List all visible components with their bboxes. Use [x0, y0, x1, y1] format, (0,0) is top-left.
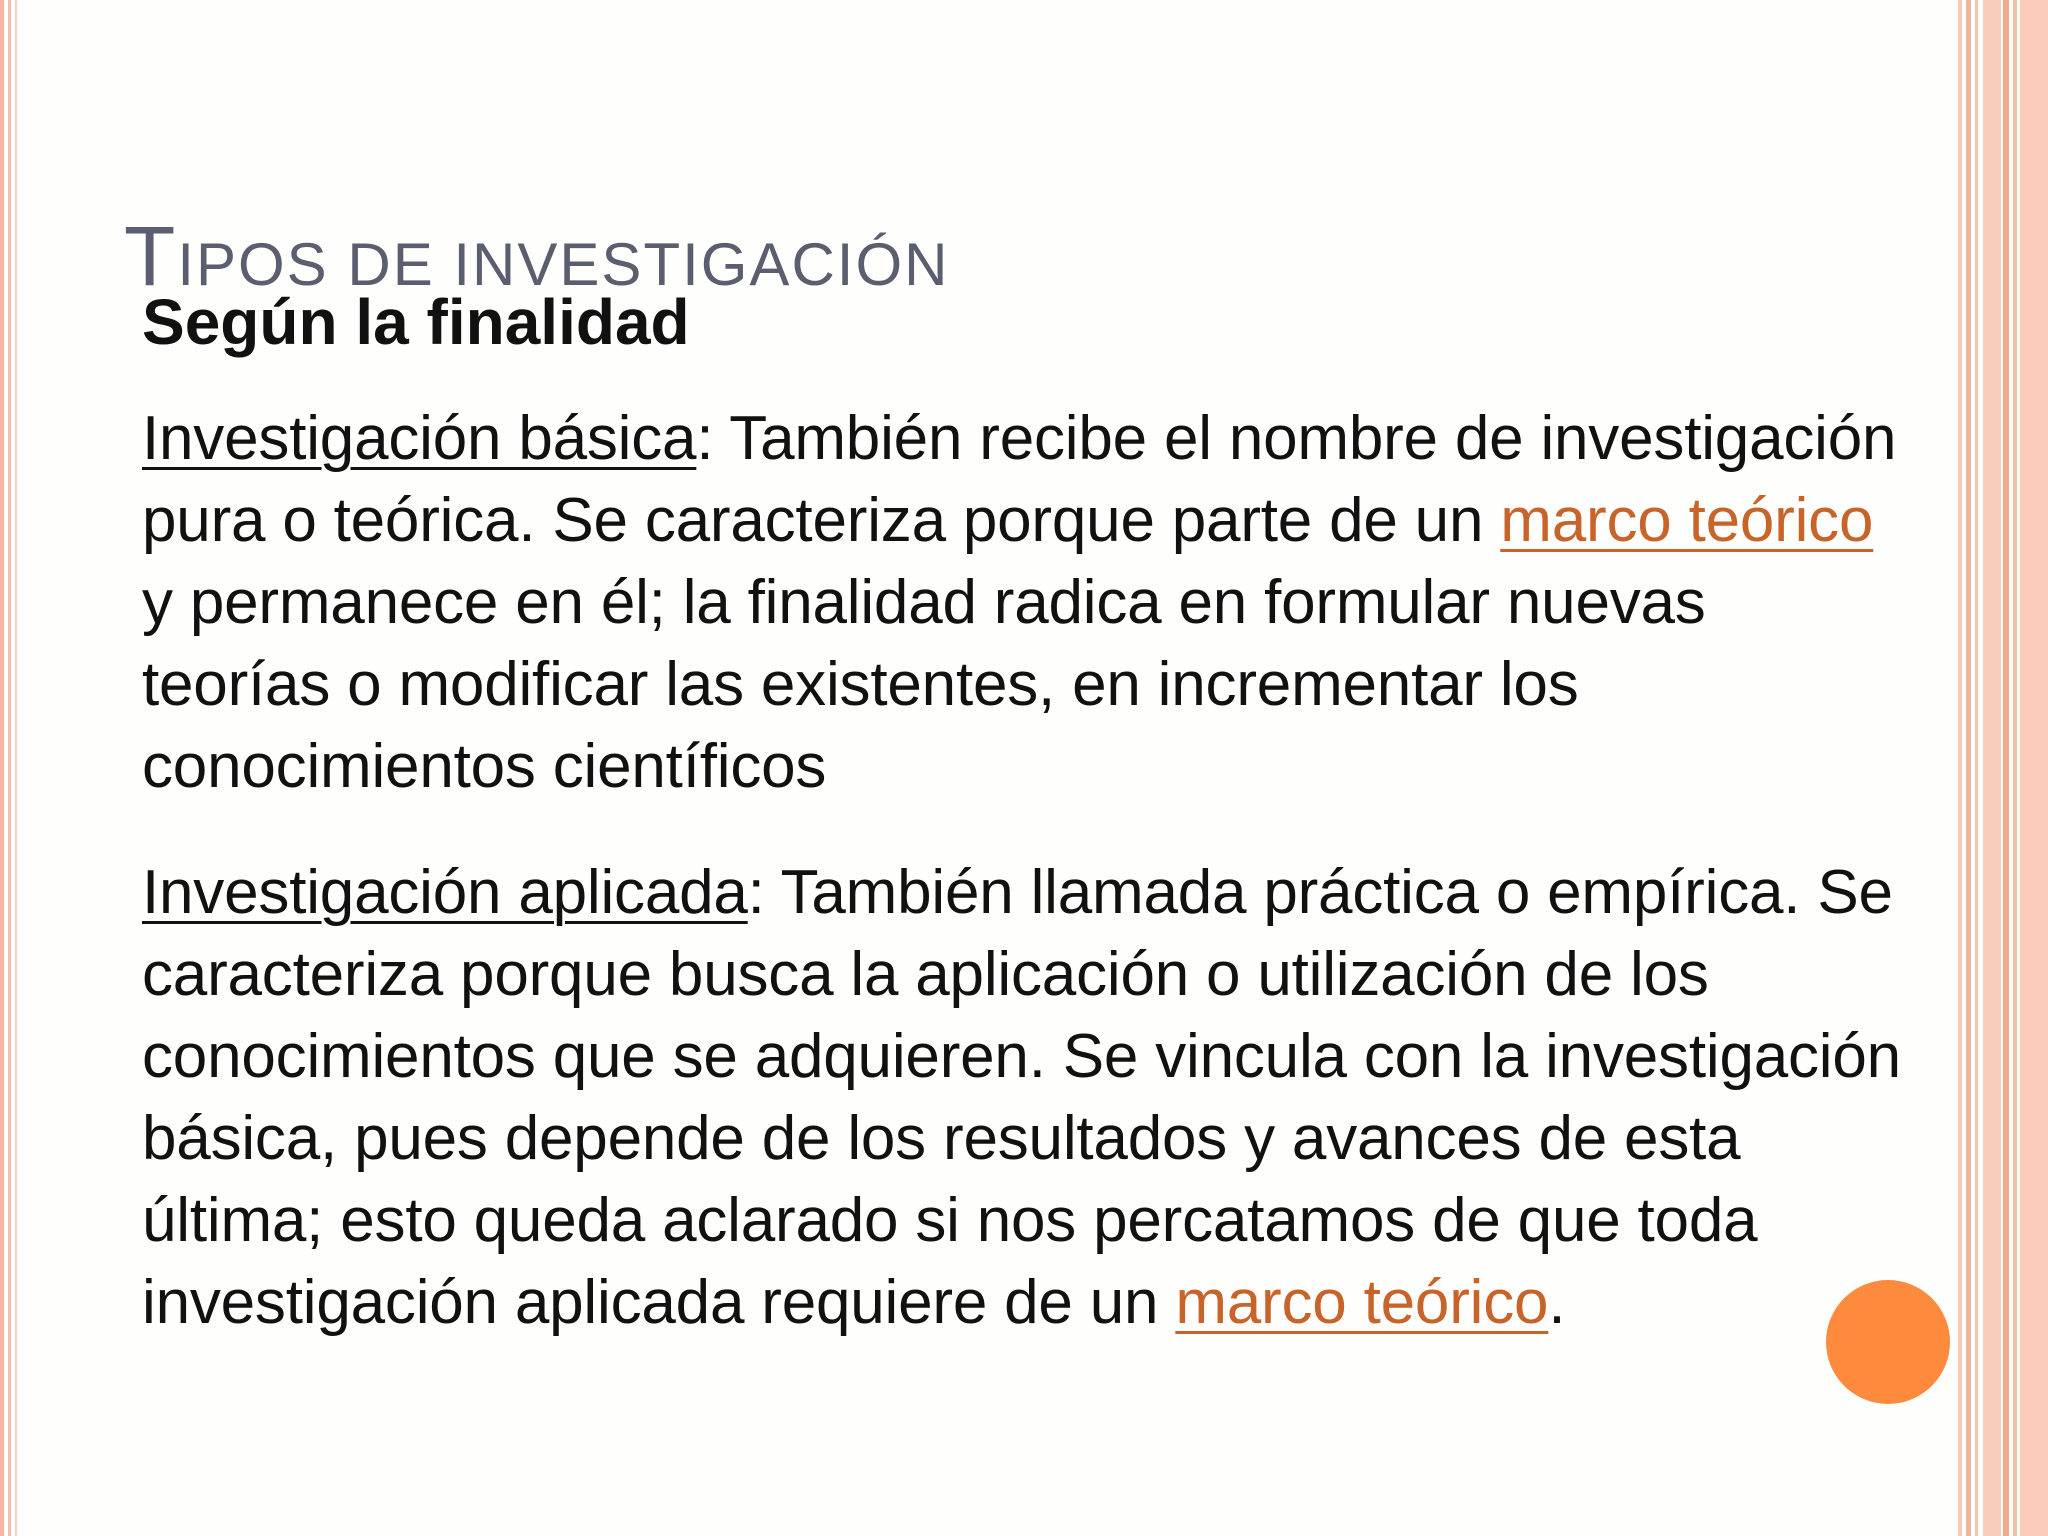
- marco-teorico-link[interactable]: marco teórico: [1500, 486, 1874, 555]
- right-border-stripe: [1958, 0, 1962, 1536]
- applied-text-1: : También llamada práctica o empírica. Se caracteriza porque busca la aplicación o utilización de los conocimientos que se adquieren. Se vincula con la investigación básica, pues depende de los resultados y avances de esta última; esto queda aclarado si nos percatamos de que toda investigación aplicada requiere de un: [142, 858, 1901, 1337]
- right-border-stripe: [1966, 0, 1971, 1536]
- basic-text-2: y permanece en él; la finalidad radica en formular nuevas teorías o modificar las existentes, en incrementar los conocimientos científicos: [142, 568, 1706, 801]
- marco-teorico-link[interactable]: marco teórico: [1175, 1268, 1549, 1337]
- right-border-stripe: [2003, 0, 2009, 1536]
- left-border-stripe: [15, 0, 17, 1536]
- left-border-stripe: [0, 0, 4, 1536]
- term-applied-research: Investigación aplicada: [142, 858, 748, 927]
- left-border-stripe: [8, 0, 11, 1536]
- basic-text-1: : También recibe el nombre de investigación pura o teórica. Se caracteriza porque parte de un: [142, 404, 1897, 555]
- title-initial: T: [124, 209, 178, 303]
- title-rest: IPOS DE INVESTIGACIÓN: [177, 231, 950, 298]
- right-border-stripe: [1983, 0, 2001, 1536]
- paragraph-applied-research: [142, 852, 1902, 1344]
- right-border-stripe: [1975, 0, 1978, 1536]
- right-border-stripe: [2013, 0, 2017, 1536]
- applied-text-2: .: [1548, 1268, 1566, 1337]
- paragraph-basic-research: [142, 398, 1902, 808]
- right-border-stripe: [2020, 0, 2048, 1536]
- slide-content: [142, 286, 1902, 1344]
- subtitle: Según la finalidad: [142, 286, 690, 358]
- term-basic-research: Investigación básica: [142, 404, 697, 473]
